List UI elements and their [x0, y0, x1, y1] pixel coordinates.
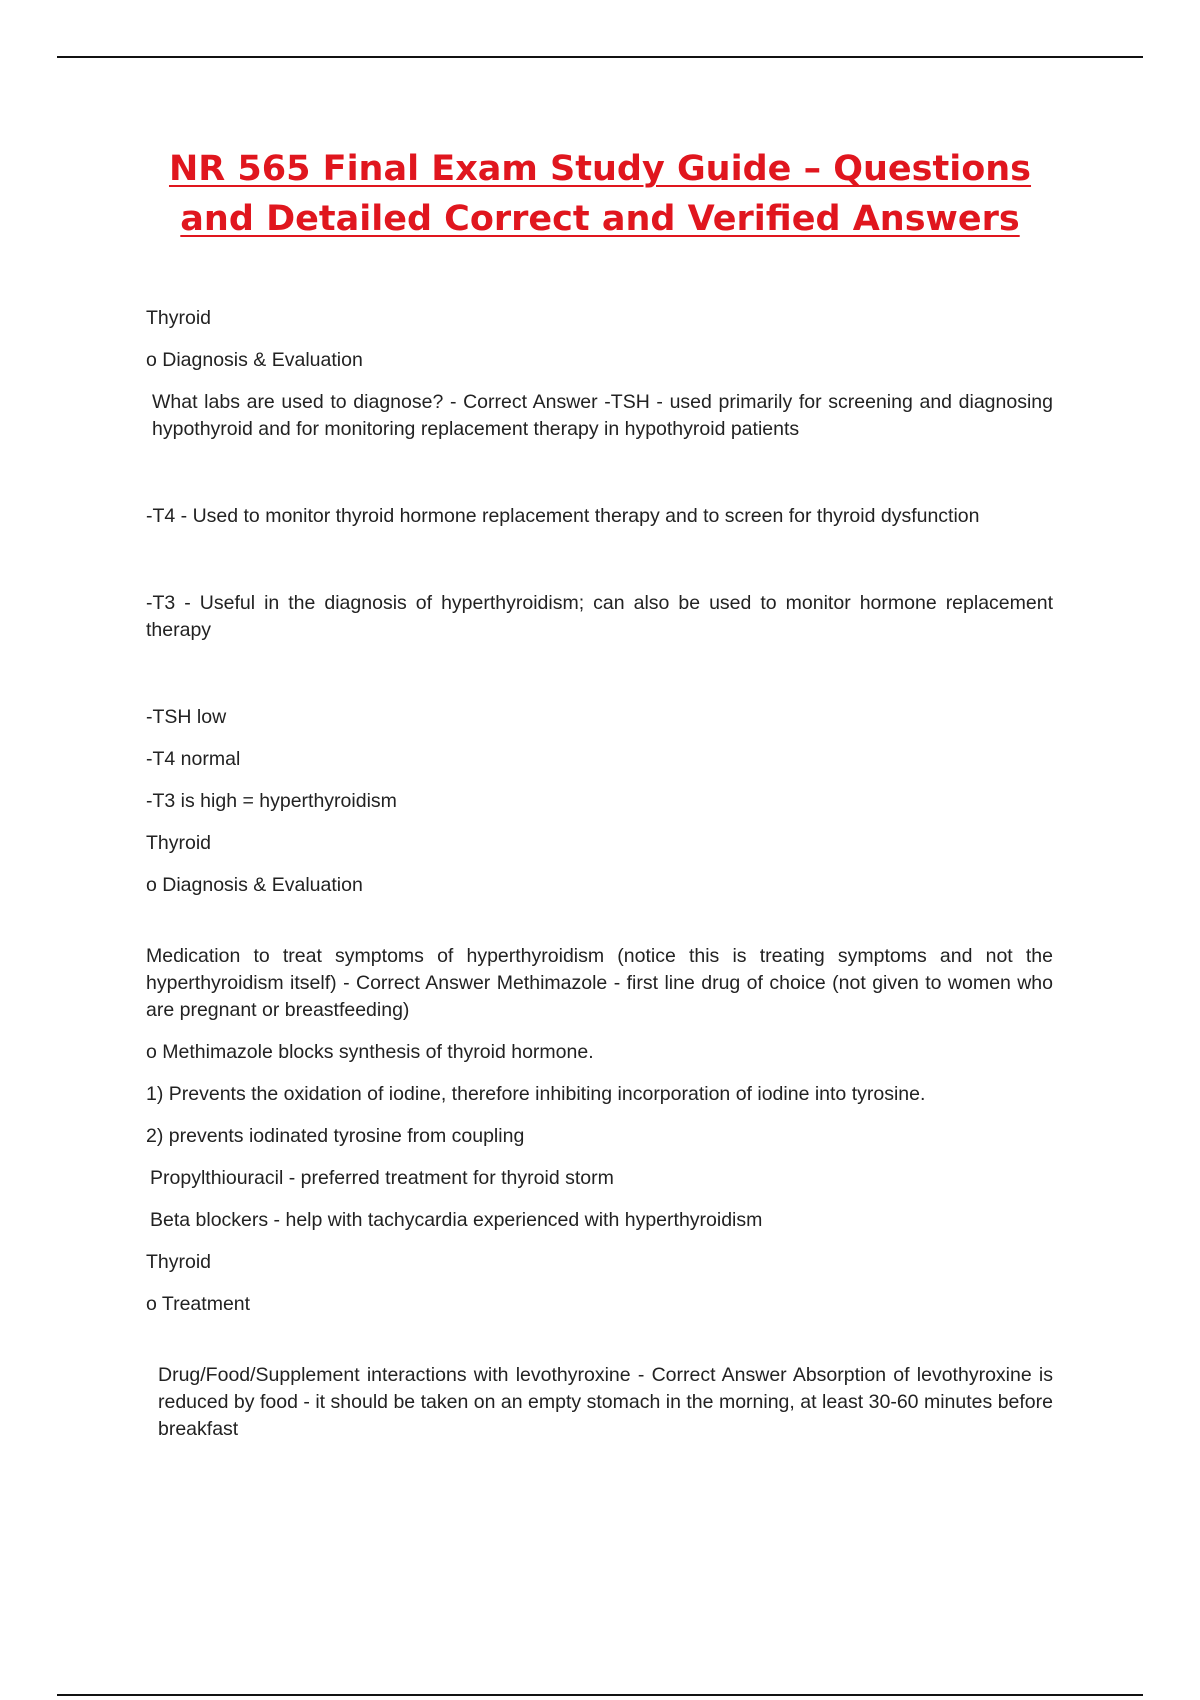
answer-detail: Propylthiouracil - preferred treatment for thyroid storm — [150, 1167, 614, 1189]
document-body — [146, 305, 1053, 1458]
top-divider — [57, 56, 1143, 58]
lab-result: -T3 is high = hyperthyroidism — [146, 790, 397, 812]
answer-detail: -T3 - Useful in the diagnosis of hyperthyroidism; can also be used to monitor hormone replacement therapy — [146, 592, 1053, 641]
question-answer: Medication to treat symptoms of hyperthyroidism (notice this is treating symptoms and not the hyperthyroidism itself) - Correct Answer Methimazole - first line drug of choice (not given to women who are pregnant or breastfeeding) — [146, 945, 1053, 1021]
subsection-heading: o Diagnosis & Evaluation — [146, 349, 363, 371]
subsection-heading: o Treatment — [146, 1293, 251, 1315]
question-answer: What labs are used to diagnose? - Correct Answer -TSH - used primarily for screening and diagnosing hypothyroid and for monitoring replacement therapy in hypothyroid patients — [152, 391, 1053, 440]
lab-result: -T4 normal — [146, 748, 241, 770]
lab-result: -TSH low — [146, 706, 227, 728]
section-heading: Thyroid — [146, 307, 212, 329]
subsection-heading: o Diagnosis & Evaluation — [146, 874, 363, 896]
section-heading: Thyroid — [146, 832, 212, 854]
document-title: NR 565 Final Exam Study Guide – Questions and Detailed Correct and Verified Answers — [168, 149, 1032, 239]
bottom-divider — [57, 1694, 1143, 1696]
answer-detail: 1) Prevents the oxidation of iodine, therefore inhibiting incorporation of iodine into tyrosine. — [146, 1083, 926, 1105]
answer-detail: -T4 - Used to monitor thyroid hormone replacement therapy and to screen for thyroid dysfunction — [146, 505, 980, 527]
answer-detail: o Methimazole blocks synthesis of thyroid hormone. — [146, 1041, 594, 1063]
answer-detail: 2) prevents iodinated tyrosine from coupling — [146, 1125, 525, 1147]
answer-detail: Beta blockers - help with tachycardia experienced with hyperthyroidism — [150, 1209, 763, 1231]
section-heading: Thyroid — [146, 1251, 212, 1273]
question-answer: Drug/Food/Supplement interactions with levothyroxine - Correct Answer Absorption of levothyroxine is reduced by food - it should be taken on an empty stomach in the morning, at least 30-60 minutes before breakfast — [158, 1364, 1053, 1440]
